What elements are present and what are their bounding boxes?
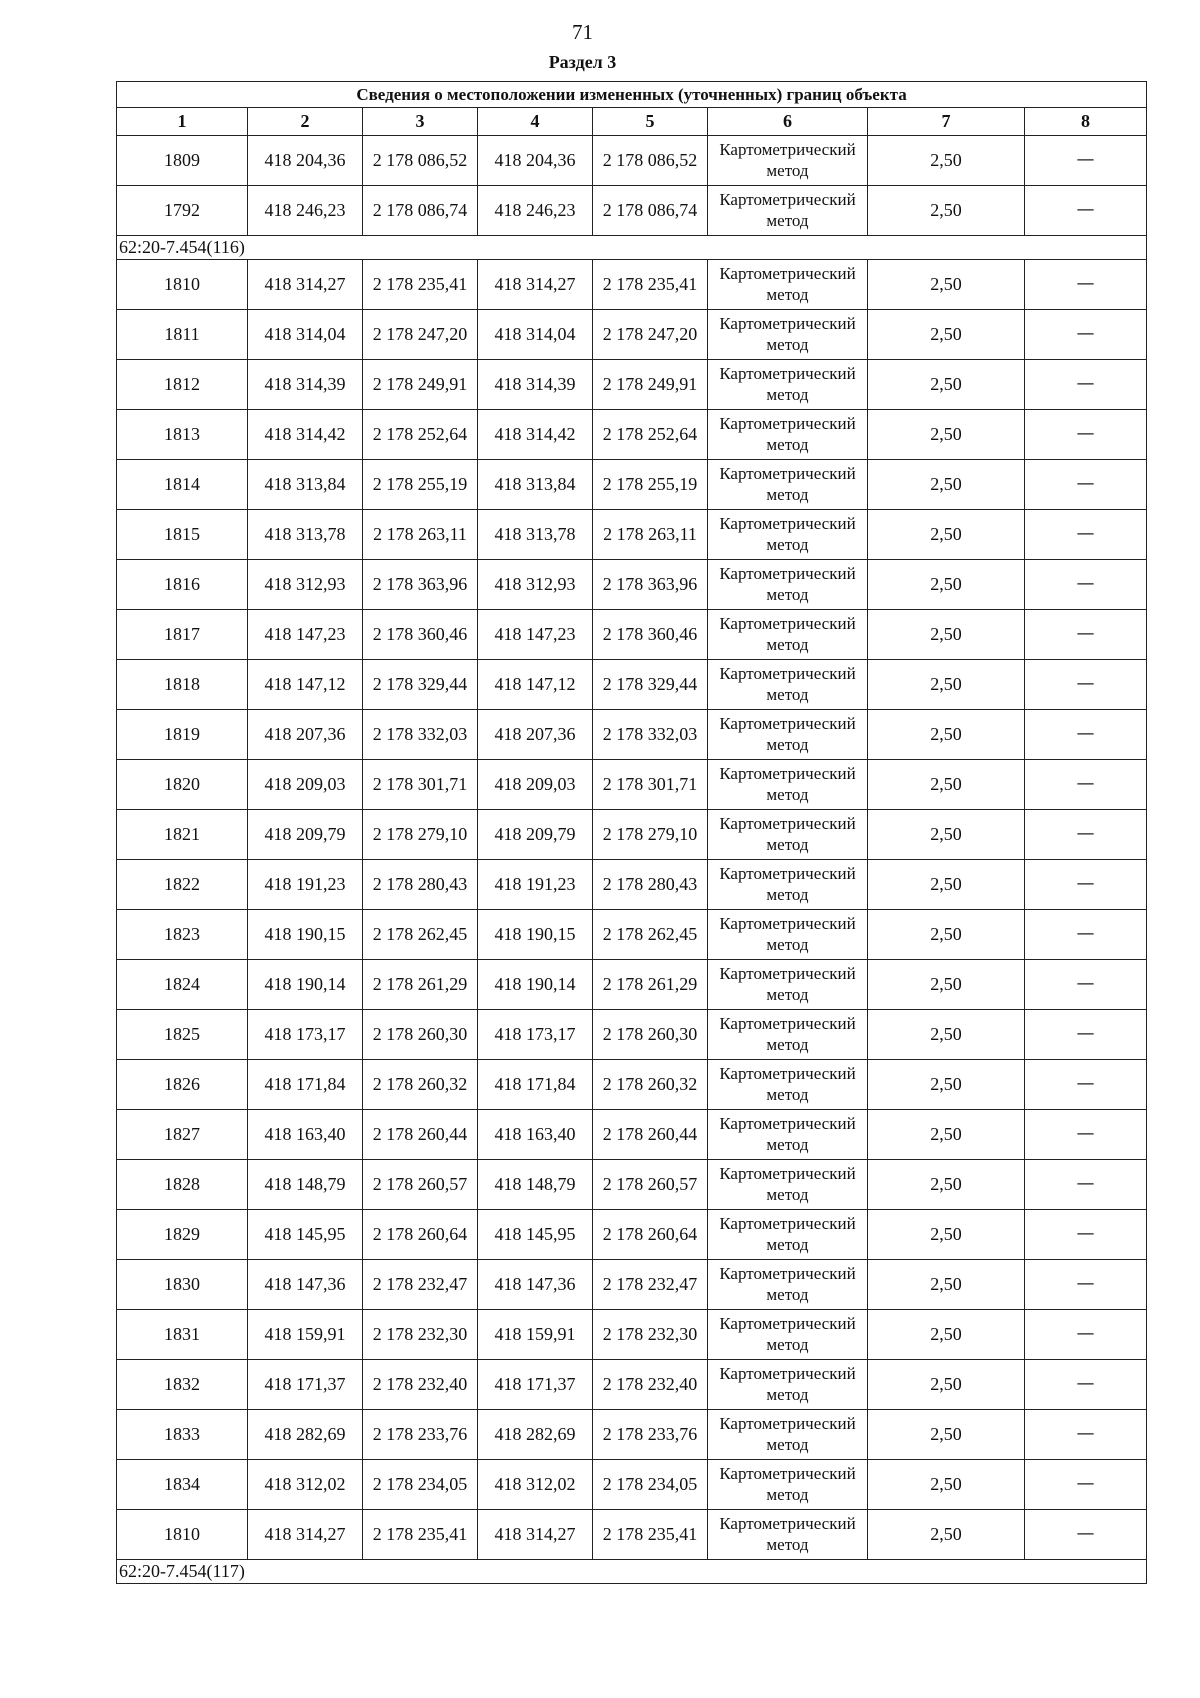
accuracy-cell: 2,50	[868, 960, 1025, 1010]
method-cell: Картометрический метод	[708, 1110, 868, 1160]
method-cell: Картометрический метод	[708, 1360, 868, 1410]
x-refined-cell: 418 190,15	[478, 910, 593, 960]
description-cell: —	[1025, 310, 1147, 360]
accuracy-cell: 2,50	[868, 510, 1025, 560]
x-existing-cell: 418 314,27	[248, 1510, 363, 1560]
x-existing-cell: 418 204,36	[248, 136, 363, 186]
x-existing-cell: 418 314,42	[248, 410, 363, 460]
page-number: 71	[572, 20, 593, 44]
point-number-cell: 1818	[117, 660, 248, 710]
accuracy-cell: 2,50	[868, 610, 1025, 660]
x-existing-cell: 418 147,36	[248, 1260, 363, 1310]
description-cell: —	[1025, 510, 1147, 560]
column-number-7: 7	[868, 108, 1025, 136]
accuracy-cell: 2,50	[868, 660, 1025, 710]
x-existing-cell: 418 191,23	[248, 860, 363, 910]
y-refined-cell: 2 178 247,20	[593, 310, 708, 360]
point-number-cell: 1833	[117, 1410, 248, 1460]
column-number-8: 8	[1025, 108, 1147, 136]
y-refined-cell: 2 178 332,03	[593, 710, 708, 760]
x-refined-cell: 418 207,36	[478, 710, 593, 760]
y-existing-cell: 2 178 329,44	[363, 660, 478, 710]
x-refined-cell: 418 209,79	[478, 810, 593, 860]
description-cell: —	[1025, 760, 1147, 810]
cadastral-number-label: 62:20-7.454(116)	[117, 236, 1147, 260]
point-number-cell: 1815	[117, 510, 248, 560]
y-existing-cell: 2 178 263,11	[363, 510, 478, 560]
accuracy-cell: 2,50	[868, 1310, 1025, 1360]
description-cell: —	[1025, 1260, 1147, 1310]
section-title: Раздел 3	[548, 52, 617, 72]
table-row	[117, 410, 1147, 460]
method-cell: Картометрический метод	[708, 260, 868, 310]
x-existing-cell: 418 207,36	[248, 710, 363, 760]
method-cell: Картометрический метод	[708, 186, 868, 236]
description-cell: —	[1025, 1410, 1147, 1460]
y-refined-cell: 2 178 252,64	[593, 410, 708, 460]
method-cell: Картометрический метод	[708, 660, 868, 710]
point-number-cell: 1816	[117, 560, 248, 610]
point-number-cell: 1832	[117, 1360, 248, 1410]
boundary-coordinates-table	[116, 81, 1147, 1584]
method-cell: Картометрический метод	[708, 1510, 868, 1560]
description-cell: —	[1025, 410, 1147, 460]
method-cell: Картометрический метод	[708, 960, 868, 1010]
point-number-cell: 1810	[117, 1510, 248, 1560]
table-row	[117, 960, 1147, 1010]
y-refined-cell: 2 178 260,44	[593, 1110, 708, 1160]
x-refined-cell: 418 314,27	[478, 260, 593, 310]
y-existing-cell: 2 178 232,40	[363, 1360, 478, 1410]
y-existing-cell: 2 178 247,20	[363, 310, 478, 360]
point-number-cell: 1792	[117, 186, 248, 236]
point-number-cell: 1811	[117, 310, 248, 360]
table-row	[117, 910, 1147, 960]
y-existing-cell: 2 178 260,57	[363, 1160, 478, 1210]
accuracy-cell: 2,50	[868, 1060, 1025, 1110]
description-cell: —	[1025, 136, 1147, 186]
table-row	[117, 810, 1147, 860]
accuracy-cell: 2,50	[868, 810, 1025, 860]
description-cell: —	[1025, 1210, 1147, 1260]
x-refined-cell: 418 314,42	[478, 410, 593, 460]
x-existing-cell: 418 209,79	[248, 810, 363, 860]
y-refined-cell: 2 178 232,30	[593, 1310, 708, 1360]
y-refined-cell: 2 178 260,30	[593, 1010, 708, 1060]
description-cell: —	[1025, 960, 1147, 1010]
x-existing-cell: 418 190,15	[248, 910, 363, 960]
x-refined-cell: 418 173,17	[478, 1010, 593, 1060]
point-number-cell: 1809	[117, 136, 248, 186]
column-number-4: 4	[478, 108, 593, 136]
accuracy-cell: 2,50	[868, 1510, 1025, 1560]
x-existing-cell: 418 159,91	[248, 1310, 363, 1360]
method-cell: Картометрический метод	[708, 860, 868, 910]
point-number-cell: 1813	[117, 410, 248, 460]
method-cell: Картометрический метод	[708, 1060, 868, 1110]
x-existing-cell: 418 314,04	[248, 310, 363, 360]
y-existing-cell: 2 178 249,91	[363, 360, 478, 410]
method-cell: Картометрический метод	[708, 810, 868, 860]
x-existing-cell: 418 246,23	[248, 186, 363, 236]
method-cell: Картометрический метод	[708, 410, 868, 460]
table-row	[117, 610, 1147, 660]
x-existing-cell: 418 282,69	[248, 1410, 363, 1460]
table-row	[117, 1110, 1147, 1160]
y-refined-cell: 2 178 235,41	[593, 260, 708, 310]
table-row	[117, 186, 1147, 236]
method-cell: Картометрический метод	[708, 1010, 868, 1060]
description-cell: —	[1025, 260, 1147, 310]
x-refined-cell: 418 159,91	[478, 1310, 593, 1360]
y-refined-cell: 2 178 249,91	[593, 360, 708, 410]
x-existing-cell: 418 313,78	[248, 510, 363, 560]
description-cell: —	[1025, 1160, 1147, 1210]
point-number-cell: 1830	[117, 1260, 248, 1310]
table-row	[117, 360, 1147, 410]
accuracy-cell: 2,50	[868, 1210, 1025, 1260]
table-row	[117, 460, 1147, 510]
description-cell: —	[1025, 460, 1147, 510]
accuracy-cell: 2,50	[868, 1360, 1025, 1410]
x-existing-cell: 418 148,79	[248, 1160, 363, 1210]
point-number-cell: 1827	[117, 1110, 248, 1160]
description-cell: —	[1025, 1360, 1147, 1410]
y-refined-cell: 2 178 262,45	[593, 910, 708, 960]
method-cell: Картометрический метод	[708, 136, 868, 186]
accuracy-cell: 2,50	[868, 1260, 1025, 1310]
x-refined-cell: 418 171,84	[478, 1060, 593, 1110]
x-refined-cell: 418 148,79	[478, 1160, 593, 1210]
table-row	[117, 1160, 1147, 1210]
x-existing-cell: 418 171,84	[248, 1060, 363, 1110]
column-number-1: 1	[117, 108, 248, 136]
y-refined-cell: 2 178 232,47	[593, 1260, 708, 1310]
description-cell: —	[1025, 1110, 1147, 1160]
y-existing-cell: 2 178 232,47	[363, 1260, 478, 1310]
x-refined-cell: 418 313,78	[478, 510, 593, 560]
x-refined-cell: 418 147,23	[478, 610, 593, 660]
point-number-cell: 1812	[117, 360, 248, 410]
method-cell: Картометрический метод	[708, 510, 868, 560]
group-header-row	[117, 1560, 1147, 1584]
description-cell: —	[1025, 610, 1147, 660]
table-row	[117, 760, 1147, 810]
x-refined-cell: 418 314,39	[478, 360, 593, 410]
description-cell: —	[1025, 1010, 1147, 1060]
method-cell: Картометрический метод	[708, 560, 868, 610]
description-cell: —	[1025, 1310, 1147, 1360]
description-cell: —	[1025, 810, 1147, 860]
x-existing-cell: 418 145,95	[248, 1210, 363, 1260]
description-cell: —	[1025, 910, 1147, 960]
description-cell: —	[1025, 1510, 1147, 1560]
y-existing-cell: 2 178 232,30	[363, 1310, 478, 1360]
x-existing-cell: 418 147,12	[248, 660, 363, 710]
table-row	[117, 1060, 1147, 1110]
method-cell: Картометрический метод	[708, 460, 868, 510]
y-refined-cell: 2 178 329,44	[593, 660, 708, 710]
table-row	[117, 1510, 1147, 1560]
y-existing-cell: 2 178 360,46	[363, 610, 478, 660]
x-existing-cell: 418 312,93	[248, 560, 363, 610]
x-existing-cell: 418 312,02	[248, 1460, 363, 1510]
table-row	[117, 310, 1147, 360]
description-cell: —	[1025, 860, 1147, 910]
y-existing-cell: 2 178 260,30	[363, 1010, 478, 1060]
table-row	[117, 136, 1147, 186]
method-cell: Картометрический метод	[708, 910, 868, 960]
point-number-cell: 1825	[117, 1010, 248, 1060]
point-number-cell: 1817	[117, 610, 248, 660]
accuracy-cell: 2,50	[868, 710, 1025, 760]
column-number-3: 3	[363, 108, 478, 136]
column-number-5: 5	[593, 108, 708, 136]
y-refined-cell: 2 178 260,32	[593, 1060, 708, 1110]
description-cell: —	[1025, 186, 1147, 236]
accuracy-cell: 2,50	[868, 1010, 1025, 1060]
x-refined-cell: 418 209,03	[478, 760, 593, 810]
table-row	[117, 1310, 1147, 1360]
accuracy-cell: 2,50	[868, 186, 1025, 236]
x-refined-cell: 418 282,69	[478, 1410, 593, 1460]
method-cell: Картометрический метод	[708, 1210, 868, 1260]
x-existing-cell: 418 163,40	[248, 1110, 363, 1160]
x-refined-cell: 418 204,36	[478, 136, 593, 186]
y-existing-cell: 2 178 260,64	[363, 1210, 478, 1260]
accuracy-cell: 2,50	[868, 460, 1025, 510]
description-cell: —	[1025, 710, 1147, 760]
cadastral-number-label: 62:20-7.454(117)	[117, 1560, 1147, 1584]
method-cell: Картометрический метод	[708, 1160, 868, 1210]
x-refined-cell: 418 163,40	[478, 1110, 593, 1160]
x-existing-cell: 418 190,14	[248, 960, 363, 1010]
x-refined-cell: 418 312,93	[478, 560, 593, 610]
table-row	[117, 260, 1147, 310]
column-number-6: 6	[708, 108, 868, 136]
x-existing-cell: 418 147,23	[248, 610, 363, 660]
accuracy-cell: 2,50	[868, 1110, 1025, 1160]
y-existing-cell: 2 178 235,41	[363, 1510, 478, 1560]
x-refined-cell: 418 314,04	[478, 310, 593, 360]
x-refined-cell: 418 246,23	[478, 186, 593, 236]
y-refined-cell: 2 178 279,10	[593, 810, 708, 860]
point-number-cell: 1831	[117, 1310, 248, 1360]
y-refined-cell: 2 178 255,19	[593, 460, 708, 510]
point-number-cell: 1823	[117, 910, 248, 960]
method-cell: Картометрический метод	[708, 1310, 868, 1360]
accuracy-cell: 2,50	[868, 410, 1025, 460]
table-row	[117, 660, 1147, 710]
table-row	[117, 1360, 1147, 1410]
x-existing-cell: 418 173,17	[248, 1010, 363, 1060]
y-existing-cell: 2 178 255,19	[363, 460, 478, 510]
x-refined-cell: 418 171,37	[478, 1360, 593, 1410]
y-refined-cell: 2 178 360,46	[593, 610, 708, 660]
x-refined-cell: 418 147,36	[478, 1260, 593, 1310]
x-existing-cell: 418 171,37	[248, 1360, 363, 1410]
description-cell: —	[1025, 660, 1147, 710]
accuracy-cell: 2,50	[868, 136, 1025, 186]
column-numbers-row	[117, 108, 1147, 136]
description-cell: —	[1025, 560, 1147, 610]
y-existing-cell: 2 178 262,45	[363, 910, 478, 960]
y-existing-cell: 2 178 260,32	[363, 1060, 478, 1110]
x-existing-cell: 418 314,39	[248, 360, 363, 410]
y-refined-cell: 2 178 233,76	[593, 1410, 708, 1460]
table-row	[117, 1260, 1147, 1310]
x-existing-cell: 418 209,03	[248, 760, 363, 810]
y-existing-cell: 2 178 235,41	[363, 260, 478, 310]
point-number-cell: 1822	[117, 860, 248, 910]
point-number-cell: 1834	[117, 1460, 248, 1510]
accuracy-cell: 2,50	[868, 1410, 1025, 1460]
y-refined-cell: 2 178 232,40	[593, 1360, 708, 1410]
y-existing-cell: 2 178 086,52	[363, 136, 478, 186]
table-row	[117, 1410, 1147, 1460]
y-existing-cell: 2 178 279,10	[363, 810, 478, 860]
x-refined-cell: 418 314,27	[478, 1510, 593, 1560]
accuracy-cell: 2,50	[868, 760, 1025, 810]
y-existing-cell: 2 178 086,74	[363, 186, 478, 236]
method-cell: Картометрический метод	[708, 360, 868, 410]
x-existing-cell: 418 314,27	[248, 260, 363, 310]
y-refined-cell: 2 178 235,41	[593, 1510, 708, 1560]
y-refined-cell: 2 178 260,57	[593, 1160, 708, 1210]
y-existing-cell: 2 178 332,03	[363, 710, 478, 760]
accuracy-cell: 2,50	[868, 310, 1025, 360]
y-existing-cell: 2 178 280,43	[363, 860, 478, 910]
table-row	[117, 860, 1147, 910]
x-refined-cell: 418 312,02	[478, 1460, 593, 1510]
accuracy-cell: 2,50	[868, 260, 1025, 310]
group-header-row	[117, 236, 1147, 260]
y-existing-cell: 2 178 261,29	[363, 960, 478, 1010]
point-number-cell: 1810	[117, 260, 248, 310]
point-number-cell: 1819	[117, 710, 248, 760]
accuracy-cell: 2,50	[868, 860, 1025, 910]
table-row	[117, 1010, 1147, 1060]
y-refined-cell: 2 178 086,74	[593, 186, 708, 236]
y-refined-cell: 2 178 260,64	[593, 1210, 708, 1260]
accuracy-cell: 2,50	[868, 360, 1025, 410]
y-refined-cell: 2 178 280,43	[593, 860, 708, 910]
table-caption: Сведения о местоположении измененных (уточненных) границ объекта	[117, 82, 1147, 108]
accuracy-cell: 2,50	[868, 1160, 1025, 1210]
table-row	[117, 710, 1147, 760]
point-number-cell: 1821	[117, 810, 248, 860]
x-existing-cell: 418 313,84	[248, 460, 363, 510]
point-number-cell: 1820	[117, 760, 248, 810]
method-cell: Картометрический метод	[708, 710, 868, 760]
table-body	[117, 136, 1147, 1584]
x-refined-cell: 418 190,14	[478, 960, 593, 1010]
x-refined-cell: 418 191,23	[478, 860, 593, 910]
description-cell: —	[1025, 360, 1147, 410]
method-cell: Картометрический метод	[708, 760, 868, 810]
point-number-cell: 1828	[117, 1160, 248, 1210]
y-refined-cell: 2 178 261,29	[593, 960, 708, 1010]
description-cell: —	[1025, 1460, 1147, 1510]
method-cell: Картометрический метод	[708, 1260, 868, 1310]
method-cell: Картометрический метод	[708, 1460, 868, 1510]
y-existing-cell: 2 178 252,64	[363, 410, 478, 460]
y-refined-cell: 2 178 234,05	[593, 1460, 708, 1510]
point-number-cell: 1829	[117, 1210, 248, 1260]
y-refined-cell: 2 178 363,96	[593, 560, 708, 610]
accuracy-cell: 2,50	[868, 910, 1025, 960]
table-row	[117, 1210, 1147, 1260]
y-existing-cell: 2 178 301,71	[363, 760, 478, 810]
y-refined-cell: 2 178 086,52	[593, 136, 708, 186]
x-refined-cell: 418 147,12	[478, 660, 593, 710]
x-refined-cell: 418 145,95	[478, 1210, 593, 1260]
method-cell: Картометрический метод	[708, 610, 868, 660]
method-cell: Картометрический метод	[708, 310, 868, 360]
table-row	[117, 1460, 1147, 1510]
point-number-cell: 1824	[117, 960, 248, 1010]
y-existing-cell: 2 178 234,05	[363, 1460, 478, 1510]
accuracy-cell: 2,50	[868, 560, 1025, 610]
accuracy-cell: 2,50	[868, 1460, 1025, 1510]
column-number-2: 2	[248, 108, 363, 136]
y-existing-cell: 2 178 260,44	[363, 1110, 478, 1160]
point-number-cell: 1826	[117, 1060, 248, 1110]
description-cell: —	[1025, 1060, 1147, 1110]
point-number-cell: 1814	[117, 460, 248, 510]
y-refined-cell: 2 178 263,11	[593, 510, 708, 560]
table-row	[117, 510, 1147, 560]
y-refined-cell: 2 178 301,71	[593, 760, 708, 810]
table-row	[117, 560, 1147, 610]
y-existing-cell: 2 178 233,76	[363, 1410, 478, 1460]
x-refined-cell: 418 313,84	[478, 460, 593, 510]
y-existing-cell: 2 178 363,96	[363, 560, 478, 610]
method-cell: Картометрический метод	[708, 1410, 868, 1460]
